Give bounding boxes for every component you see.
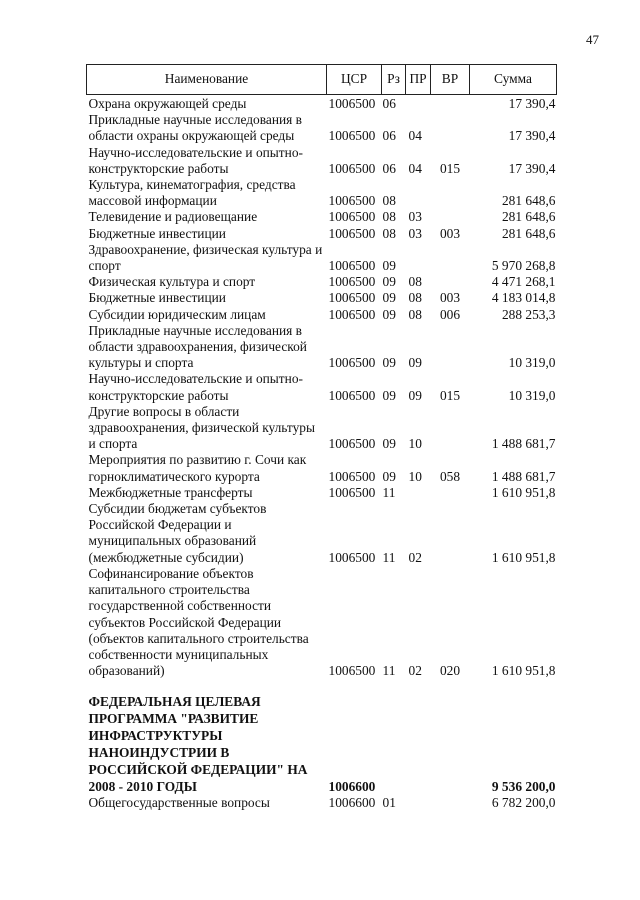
cell-csr: 1006500 xyxy=(328,549,376,565)
cell-name: Научно-исследовательские и опытно-конструкторские работы xyxy=(88,371,303,403)
cell-rz: 09 xyxy=(382,355,396,371)
table-row xyxy=(87,177,557,209)
cell-csr: 1006500 xyxy=(328,387,376,403)
cell-pr xyxy=(406,795,431,811)
cell-name: Межбюджетные трансферты xyxy=(88,484,253,500)
cell-csr: 1006500 xyxy=(328,160,376,176)
cell-vr: 006 xyxy=(439,306,461,322)
cell-sum: 288 253,3 xyxy=(501,306,556,322)
cell-csr: 1006500 xyxy=(328,128,376,144)
table-body xyxy=(87,95,557,812)
cell-name: Софинансирование объектов капитального строительства государственной собственности субъектов Российской Федерации (объектов капитального строительства собственности муниципальных образований) xyxy=(88,565,309,679)
cell-vr xyxy=(431,795,470,811)
cell-pr: 08 xyxy=(408,306,422,322)
cell-vr xyxy=(431,209,470,225)
cell-pr xyxy=(406,95,431,113)
table-row xyxy=(87,679,557,795)
cell-sum: 4 471 268,1 xyxy=(491,274,556,290)
cell-name: ФЕДЕРАЛЬНАЯ ЦЕЛЕВАЯ ПРОГРАММА "РАЗВИТИЕ ИНФРАСТРУКТУРЫ НАНОИНДУСТРИИ В РОССИЙСКОЙ ФЕДЕРАЦИИ" НА 2008 - 2010 ГОДЫ xyxy=(88,694,308,795)
cell-sum: 17 390,4 xyxy=(508,96,556,111)
cell-name: Здравоохранение, физическая культура и спорт xyxy=(88,241,323,274)
cell-csr: 1006500 xyxy=(328,209,376,225)
cell-rz xyxy=(382,679,406,795)
cell-vr: 015 xyxy=(439,387,461,403)
cell-pr xyxy=(406,242,431,274)
table-row xyxy=(87,95,557,113)
table-row xyxy=(87,452,557,484)
cell-rz: 11 xyxy=(382,549,396,565)
cell-vr xyxy=(431,679,470,795)
cell-sum: 10 319,0 xyxy=(508,387,556,403)
header-pr: ПР xyxy=(406,65,431,95)
cell-rz: 09 xyxy=(382,468,396,484)
header-vr: ВР xyxy=(431,65,470,95)
cell-csr: 1006600 xyxy=(328,795,376,811)
cell-rz: 09 xyxy=(382,306,396,322)
cell-pr: 10 xyxy=(408,468,422,484)
cell-csr: 1006500 xyxy=(328,355,376,371)
cell-name: Бюджетные инвестиции xyxy=(88,290,226,306)
cell-sum: 1 610 951,8 xyxy=(491,549,556,565)
cell-vr xyxy=(431,404,470,453)
table-row xyxy=(87,145,557,177)
cell-pr xyxy=(406,177,431,209)
cell-name: Другие вопросы в области здравоохранения, физической культуры и спорта xyxy=(88,403,315,452)
cell-csr: 1006500 xyxy=(328,290,376,306)
budget-table xyxy=(86,64,557,812)
cell-csr: 1006500 xyxy=(328,468,376,484)
cell-sum: 5 970 268,8 xyxy=(491,258,556,274)
cell-csr: 1006500 xyxy=(328,663,376,679)
cell-name: Бюджетные инвестиции xyxy=(88,225,226,241)
cell-csr: 1006500 xyxy=(328,96,376,111)
cell-name: Субсидии бюджетам субъектов Российской Федерации и муниципальных образований (межбюджетные субсидии) xyxy=(88,501,267,565)
cell-csr: 1006600 xyxy=(328,779,376,795)
table-row xyxy=(87,371,557,403)
cell-sum: 6 782 200,0 xyxy=(491,795,556,811)
table-row xyxy=(87,485,557,501)
cell-vr xyxy=(431,485,470,501)
cell-vr xyxy=(431,112,470,144)
table-row xyxy=(87,323,557,372)
table-row xyxy=(87,274,557,290)
cell-sum: 1 610 951,8 xyxy=(491,663,556,679)
cell-csr: 1006500 xyxy=(328,193,376,209)
cell-pr: 09 xyxy=(408,387,422,403)
cell-rz: 09 xyxy=(382,274,396,290)
cell-rz: 08 xyxy=(382,209,396,225)
cell-sum: 17 390,4 xyxy=(508,128,556,144)
table-header-row xyxy=(87,65,557,95)
cell-vr xyxy=(431,95,470,113)
cell-pr: 02 xyxy=(408,663,422,679)
cell-vr xyxy=(431,323,470,372)
cell-csr: 1006500 xyxy=(328,258,376,274)
cell-vr: 015 xyxy=(439,160,461,176)
cell-vr: 003 xyxy=(439,225,461,241)
cell-rz: 09 xyxy=(382,436,396,452)
table-row xyxy=(87,307,557,323)
cell-pr: 10 xyxy=(408,436,422,452)
cell-name: Телевидение и радиовещание xyxy=(88,209,258,225)
cell-csr: 1006500 xyxy=(328,274,376,290)
cell-csr: 1006500 xyxy=(328,436,376,452)
cell-name: Прикладные научные исследования в области здравоохранения, физической культуры и спорта xyxy=(88,322,307,371)
cell-sum: 281 648,6 xyxy=(501,225,556,241)
cell-sum: 9 536 200,0 xyxy=(491,779,556,795)
cell-sum: 1 488 681,7 xyxy=(491,436,556,452)
page-number: 47 xyxy=(586,32,599,47)
table-row xyxy=(87,112,557,144)
cell-rz: 09 xyxy=(382,387,396,403)
cell-pr: 04 xyxy=(408,160,422,176)
table-row xyxy=(87,795,557,811)
cell-pr: 02 xyxy=(408,549,422,565)
header-rz: Рз xyxy=(382,65,406,95)
cell-csr: 1006500 xyxy=(328,225,376,241)
cell-rz: 08 xyxy=(382,225,396,241)
cell-pr xyxy=(406,679,431,795)
cell-name: Общегосударственные вопросы xyxy=(88,795,270,811)
cell-csr: 1006500 xyxy=(328,484,376,500)
cell-rz: 06 xyxy=(382,96,396,111)
cell-pr: 09 xyxy=(408,355,422,371)
table-row xyxy=(87,501,557,566)
cell-vr: 020 xyxy=(439,663,461,679)
cell-sum: 1 610 951,8 xyxy=(491,484,556,500)
cell-name: Культура, кинематография, средства массовой информации xyxy=(88,177,296,209)
cell-rz: 08 xyxy=(382,193,396,209)
cell-pr: 03 xyxy=(408,209,422,225)
cell-pr: 03 xyxy=(408,225,422,241)
cell-rz: 06 xyxy=(382,160,396,176)
cell-sum: 281 648,6 xyxy=(501,193,556,209)
cell-name: Охрана окружающей среды xyxy=(88,96,247,111)
cell-pr xyxy=(406,485,431,501)
cell-rz: 09 xyxy=(382,258,396,274)
table-row xyxy=(87,566,557,679)
cell-vr: 003 xyxy=(439,290,461,306)
cell-sum: 281 648,6 xyxy=(501,209,556,225)
cell-name: Физическая культура и спорт xyxy=(88,274,256,290)
cell-vr xyxy=(431,274,470,290)
cell-name: Прикладные научные исследования в области охраны окружающей среды xyxy=(88,112,303,144)
cell-pr: 04 xyxy=(408,128,422,144)
header-name: Наименование xyxy=(87,65,327,95)
cell-name: Субсидии юридическим лицам xyxy=(88,306,266,322)
cell-name: Мероприятия по развитию г. Сочи как горноклиматического курорта xyxy=(88,452,307,484)
cell-vr xyxy=(431,242,470,274)
cell-pr: 08 xyxy=(408,274,422,290)
cell-rz: 11 xyxy=(382,484,396,500)
table-row xyxy=(87,290,557,306)
cell-csr: 1006500 xyxy=(328,306,376,322)
cell-sum: 10 319,0 xyxy=(508,355,556,371)
cell-vr xyxy=(431,177,470,209)
header-csr: ЦСР xyxy=(327,65,382,95)
table-row xyxy=(87,226,557,242)
cell-pr: 08 xyxy=(408,290,422,306)
cell-rz: 01 xyxy=(382,795,396,811)
cell-rz: 06 xyxy=(382,128,396,144)
cell-rz: 09 xyxy=(382,290,396,306)
cell-name: Научно-исследовательские и опытно-конструкторские работы xyxy=(88,144,303,176)
cell-sum: 4 183 014,8 xyxy=(491,290,556,306)
table-row xyxy=(87,242,557,274)
cell-vr xyxy=(431,501,470,566)
cell-sum: 17 390,4 xyxy=(508,160,556,176)
table-row xyxy=(87,209,557,225)
header-sum: Сумма xyxy=(470,65,557,95)
table-row xyxy=(87,404,557,453)
cell-sum: 1 488 681,7 xyxy=(491,468,556,484)
cell-rz: 11 xyxy=(382,663,396,679)
cell-vr: 058 xyxy=(439,468,461,484)
